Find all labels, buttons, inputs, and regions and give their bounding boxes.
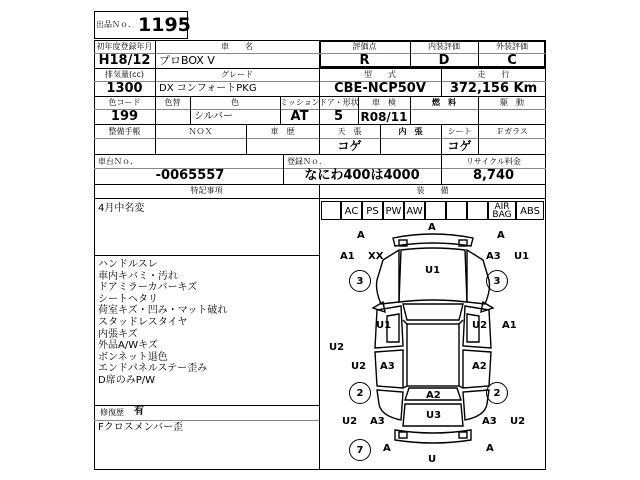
history-label: 車 歴: [270, 127, 295, 136]
mark-u1-door-left: U1: [376, 320, 392, 331]
right-mirror: [481, 302, 493, 312]
score-label: 評価点: [352, 42, 377, 51]
mark-u-bottom: U: [428, 454, 437, 465]
seat-value: コゲ: [447, 139, 472, 153]
repair-label: 修復歴: [100, 408, 124, 417]
notes-label: 特記事項: [190, 186, 223, 195]
equipment-label: 装 備: [416, 186, 449, 195]
tire-front-left: 3: [349, 270, 371, 292]
color-code-label: 色コード: [108, 98, 141, 107]
mark-u2-bottom-right: U2: [510, 416, 526, 427]
left-mirror: [373, 302, 385, 312]
model-label: 車 名: [221, 42, 253, 51]
tire-front-right: 3: [486, 270, 508, 292]
mark-xx: XX: [368, 251, 384, 262]
ceiling-value: コゲ: [337, 139, 362, 153]
interior-value: D: [438, 53, 450, 68]
cc-label: 排気量(cc): [104, 70, 145, 79]
fuel-label: 燃 料: [432, 98, 456, 107]
inner-label: 内 張: [398, 127, 423, 136]
mark-a3-rear-left: A3: [380, 361, 395, 372]
doors-value: 5: [333, 109, 344, 124]
plate-label: 登録Ｎｏ．: [287, 157, 327, 166]
color-code-value: 199: [110, 109, 139, 124]
remark-item: スタッドレスタイヤ: [98, 317, 188, 328]
equip-airbag-label: AIR BAG: [492, 202, 512, 220]
chassis-label: 車台Ｎｏ．: [98, 157, 138, 166]
mark-a2-rear: A2: [426, 390, 441, 401]
windshield: [403, 304, 463, 320]
equip-aw: AW: [404, 201, 425, 220]
manual-label: 整備手帳: [108, 127, 141, 136]
mark-a-top: A: [428, 222, 436, 233]
inspection-value: R08/11: [360, 110, 408, 124]
recycle-value: 8,740: [472, 168, 515, 183]
remark-item: ドアミラーカバーキズ: [98, 282, 198, 294]
recycle-label: リサイクル料金: [466, 157, 521, 166]
cc-value: 1300: [106, 81, 143, 96]
mileage-label: 走 行: [477, 70, 510, 79]
mark-u3-rear: U3: [426, 410, 442, 421]
grade-label: グレード: [221, 70, 253, 79]
equip-blank-3: [446, 201, 467, 220]
remark-item: D席のみP/W: [98, 375, 155, 386]
model-value: プロBOX V: [159, 54, 215, 67]
score-value: R: [359, 53, 370, 68]
mark-u2-door-right: U2: [472, 320, 488, 331]
mark-a3-front-right: A3: [486, 251, 501, 262]
mark-a-right-top: A: [497, 230, 505, 241]
mileage-value: 372,156 Km: [449, 81, 538, 96]
type-value: CBE-NCP50V: [334, 81, 426, 96]
tire-rear-left: 2: [349, 382, 371, 404]
repair-text: Fクロスメンバー歪: [98, 422, 184, 433]
remark-item: シートヘタリ: [98, 293, 158, 305]
mark-a3-bottom-left: A3: [370, 416, 385, 427]
mission-value: AT: [290, 109, 309, 124]
mark-u1-front-right: U1: [514, 251, 530, 262]
mark-a2-rear-right: A2: [472, 361, 487, 372]
equip-abs: ABS: [516, 201, 544, 220]
equip-ps: PS: [362, 201, 383, 220]
doors-label: ドア・形状: [319, 98, 359, 107]
mark-a-left-top: A: [357, 230, 365, 241]
equip-blank-2: [425, 201, 446, 220]
glass-label: Ｆガラス: [496, 127, 528, 136]
chassis-value: -0065557: [155, 168, 225, 183]
remark-item: 外品A/Wキズ: [98, 340, 158, 352]
plate-value: なにわ400は4000: [304, 168, 420, 183]
equip-airbag: [488, 201, 516, 220]
mark-a-bottom-left: A: [383, 443, 391, 454]
mark-u2-rear-left: U2: [351, 361, 367, 372]
mark-u2-left: U2: [329, 342, 345, 353]
rear-lamp-right: [459, 432, 467, 438]
year-value: H18/12: [98, 53, 151, 68]
mark-u1-hood: U1: [425, 265, 441, 276]
tire-rear-right: 2: [486, 382, 508, 404]
body-color-label: 色替: [164, 98, 181, 107]
notes-text: 4月中名変: [98, 203, 145, 214]
lot-number: 1195: [138, 14, 191, 36]
year-label: 初年度登録年月: [96, 42, 153, 51]
grade-value: DX コンフォートPKG: [159, 83, 257, 94]
mission-label: ミッション: [280, 98, 320, 107]
mark-a-bottom-right: A: [486, 443, 494, 454]
remark-item: エンドパネルステー歪み: [98, 363, 208, 375]
equip-pw: PW: [383, 201, 404, 220]
mark-u2-bottom-left: U2: [342, 416, 358, 427]
type-label: 型 式: [364, 70, 396, 79]
mark-a1-door-right: A1: [502, 320, 517, 331]
color-value: シルバー: [194, 111, 234, 122]
remark-item: 車内キバミ・汚れ: [98, 270, 178, 282]
equip-blank-4: [467, 201, 488, 220]
ceiling-label: 天 張: [337, 127, 362, 136]
mark-a3-bottom-right: A3: [482, 416, 497, 427]
inspection-label: 車 検: [372, 98, 396, 107]
remark-item: ハンドルスレ: [98, 259, 158, 270]
mark-a1-front-left: A1: [340, 251, 355, 262]
spare-tire: 7: [349, 439, 371, 461]
rear-lamp-left: [399, 432, 407, 438]
nox-label: ＮＯＸ: [188, 127, 213, 136]
remark-item: ボンネット退色: [98, 351, 168, 363]
roof: [407, 324, 459, 386]
lot-label: 出品Ｎｏ．: [96, 20, 136, 29]
exterior-label: 外装評価: [496, 42, 528, 51]
remark-item: 荷室キズ・凹み・マット破れ: [98, 305, 228, 317]
equip-ac: AC: [341, 201, 362, 220]
color-label: 色: [231, 98, 239, 107]
repair-value: 有: [134, 406, 144, 417]
seat-label: シート: [447, 127, 472, 136]
exterior-value: C: [507, 53, 517, 68]
drive-label: 駆 動: [500, 98, 524, 107]
remark-item: 内張キズ: [98, 328, 138, 340]
interior-label: 内装評価: [428, 42, 460, 51]
equip-blank-1: [321, 201, 341, 220]
